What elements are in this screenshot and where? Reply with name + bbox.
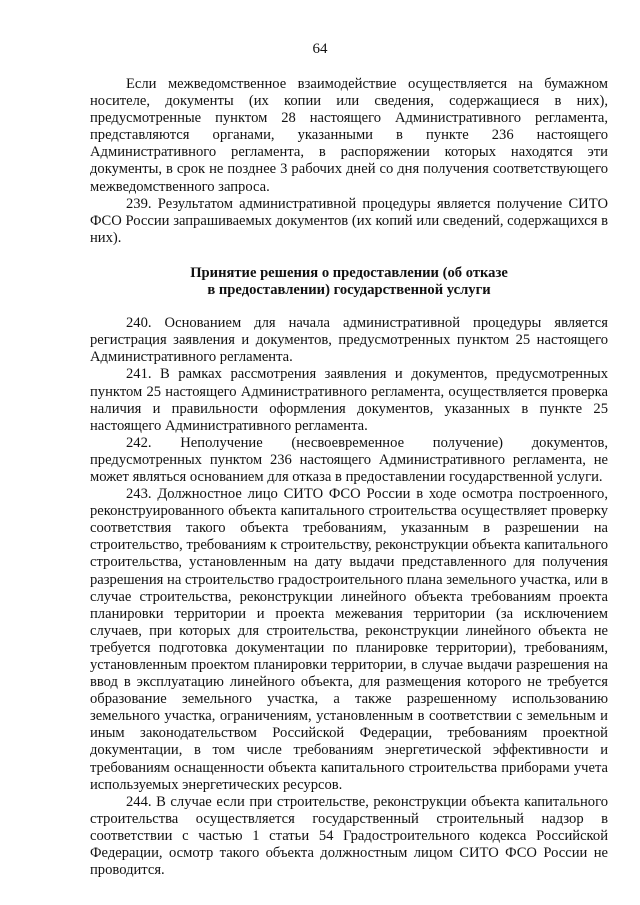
paragraph-241: 241. В рамках рассмотрения заявления и документов, предусмотренных пунктом 25 настоящего Административного регламента, осуществляется проверка наличия и правильности оформления документов, указанных в пункте 25 настоящего Административного регламента. bbox=[90, 366, 608, 434]
paragraph: Если межведомственное взаимодействие осуществляется на бумажном носителе, документы (их копии или сведения, содержащиеся в них), предусмотренные пунктом 28 настоящего Административного регламента, представляются органами, указанными в пункте 236 настоящего Административного регламента, в распоряжении которых находятся эти документы, в срок не позднее 3 рабочих дней со дня получения соответствующего межведомственного запроса. bbox=[90, 76, 608, 195]
page-number: 64 bbox=[312, 41, 328, 57]
paragraph-239: 239. Результатом административной процедуры является получение СИТО ФСО России запрашиваемых документов (их копий или сведений, содержащихся в них). bbox=[90, 195, 608, 246]
paragraph-240: 240. Основанием для начала административной процедуры является регистрация заявления и документов, предусмотренных пунктом 25 настоящего Административного регламента. bbox=[90, 315, 608, 366]
document-body bbox=[90, 76, 608, 879]
paragraph-243: 243. Должностное лицо СИТО ФСО России в ходе осмотра построенного, реконструированного объекта капитального строительства осуществляет проверку соответствия такого объекта требованиям, указанным в разрешении на строительство, требованиям к строительству, реконструкции объекта капитального строительства, установленным на дату выдачи представленного для получения разрешения на строительство градостроительного плана земельного участка, или в случае строительства, реконструкции линейного объекта требованиям проекта планировки территории и проекта межевания территории (за исключением случаев, при которых для строительства, реконструкции линейного объекта не требуется подготовка документации по планировке территории), требованиям, установленным проектом планировки территории, в случае выдачи разрешения на ввод в эксплуатацию линейного объекта, для размещения которого не требуется образование земельного участка, а также разрешенному использованию земельного участка, ограничениям, установленным в соответствии с земельным и иным законодательством Российской Федерации, требованиям проектной документации, в том числе требованиям энергетической эффективности и требованиям оснащенности объекта капитального строительства приборами учета используемых энергетических ресурсов. bbox=[90, 486, 608, 793]
section-heading-line-2: в предоставлении) государственной услуги bbox=[207, 282, 491, 299]
paragraph-244: 244. В случае если при строительстве, реконструкции объекта капитального строительства осуществляется государственный строительный надзор в соответствии с частью 1 статьи 54 Градостроительного кодекса Российской Федерации, осмотр такого объекта должностным лицом СИТО ФСО России не проводится. bbox=[90, 793, 608, 879]
paragraph-242: 242. Неполучение (несвоевременное получение) документов, предусмотренных пунктом 236 настоящего Административного регламента, не может являться основанием для отказа в предоставлении государственной услуги. bbox=[90, 434, 608, 485]
section-heading-line-1: Принятие решения о предоставлении (об отказе bbox=[190, 264, 508, 281]
section-heading bbox=[90, 265, 608, 299]
